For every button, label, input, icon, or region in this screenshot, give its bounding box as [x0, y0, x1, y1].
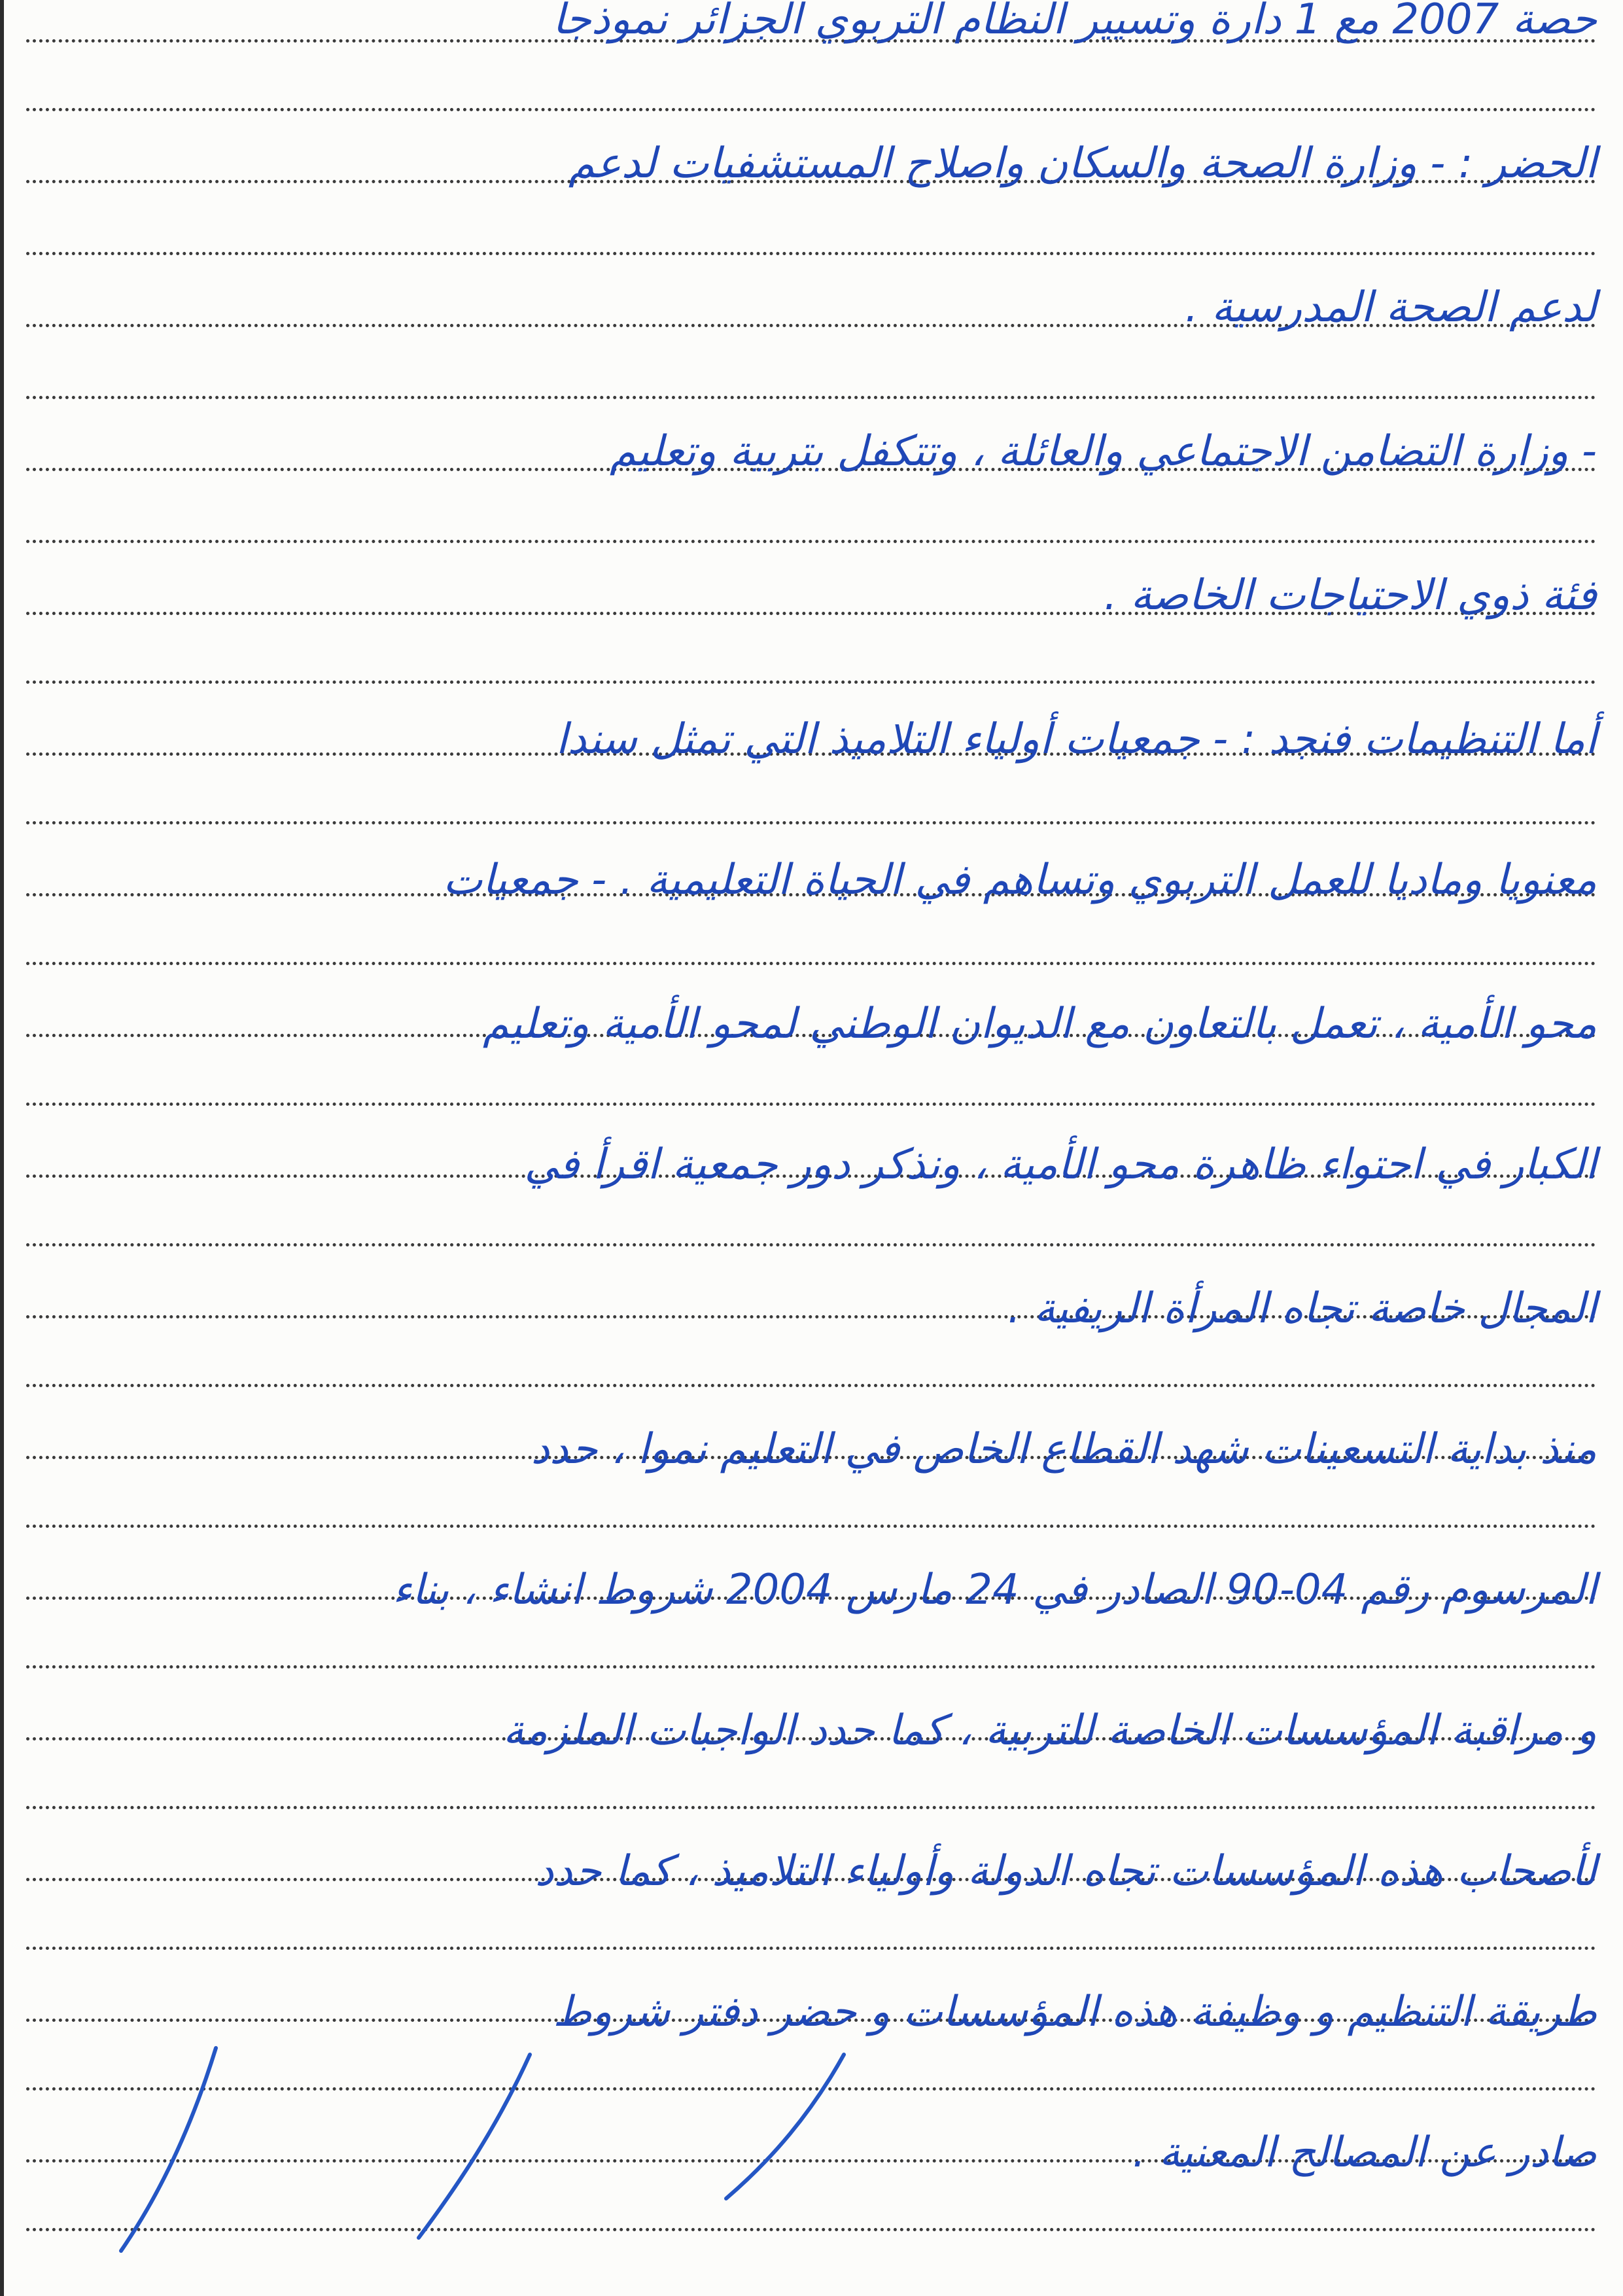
ruled-line	[26, 108, 1596, 111]
text-line: فئة ذوي الاحتياجات الخاصة .	[1104, 571, 1597, 620]
ruled-line	[26, 2087, 1596, 2091]
ruled-line	[26, 680, 1596, 684]
text-line: - وزارة التضامن الاجتماعي والعائلة ، وتتكفل بتربية وتعليم	[610, 427, 1597, 476]
ruled-line	[26, 396, 1596, 399]
ruled-line	[26, 821, 1596, 824]
ruled-line	[26, 1243, 1596, 1246]
text-line: صادر عن المصالح المعنية .	[1132, 2128, 1597, 2177]
ruled-line	[26, 1806, 1596, 1809]
ruled-line	[26, 962, 1596, 965]
text-line: لدعم الصحة المدرسية .	[1185, 283, 1597, 332]
ruled-line	[26, 2228, 1596, 2231]
text-line: معنويا وماديا للعمل التربوي وتساهم في الحياة التعليمية . - جمعيات	[443, 856, 1597, 904]
ruled-line	[26, 1665, 1596, 1669]
text-line: منذ بداية التسعينات شهد القطاع الخاص في التعليم نموا ، حدد	[531, 1425, 1597, 1474]
text-line: حصة 2007 مع 1 دارة وتسيير النظام التربوي الجزائر نموذجا	[552, 0, 1597, 44]
ruled-line	[26, 1103, 1596, 1106]
text-line: لأصحاب هذه المؤسسات تجاه الدولة وأولياء التلاميذ ، كما حدد	[534, 1847, 1597, 1896]
ruled-line	[26, 1525, 1596, 1528]
text-line: أما التنظيمات فنجد : - جمعيات أولياء التلاميذ التي تمثل سندا	[555, 715, 1597, 764]
ruled-line	[26, 540, 1596, 543]
page-edge	[0, 0, 4, 2296]
text-line: المجال خاصة تجاه المرأة الريفية .	[1007, 1284, 1597, 1333]
text-line: طريقة التنظيم و وظيفة هذه المؤسسات و حضر دفتر شروط	[553, 1988, 1597, 2036]
text-line: الكبار في احتواء ظاهرة محو الأمية ، ونذكر دور جمعية اقرأ في	[524, 1140, 1597, 1189]
ruled-line	[26, 252, 1596, 255]
ruled-line	[26, 1384, 1596, 1387]
text-line: و مراقبة المؤسسات الخاصة للتربية ، كما حدد الواجبات الملزمة	[502, 1706, 1597, 1755]
text-line: المرسوم رقم 04-90 الصادر في 24 مارس 2004 شروط انشاء ، بناء	[392, 1566, 1597, 1614]
text-line: محو الأمية ، تعمل بالتعاون مع الديوان الوطني لمحو الأمية وتعليم	[482, 1000, 1597, 1048]
text-line: الحضر : - وزارة الصحة والسكان واصلاح المستشفيات لدعم	[568, 139, 1597, 188]
ruled-line	[26, 1947, 1596, 1950]
